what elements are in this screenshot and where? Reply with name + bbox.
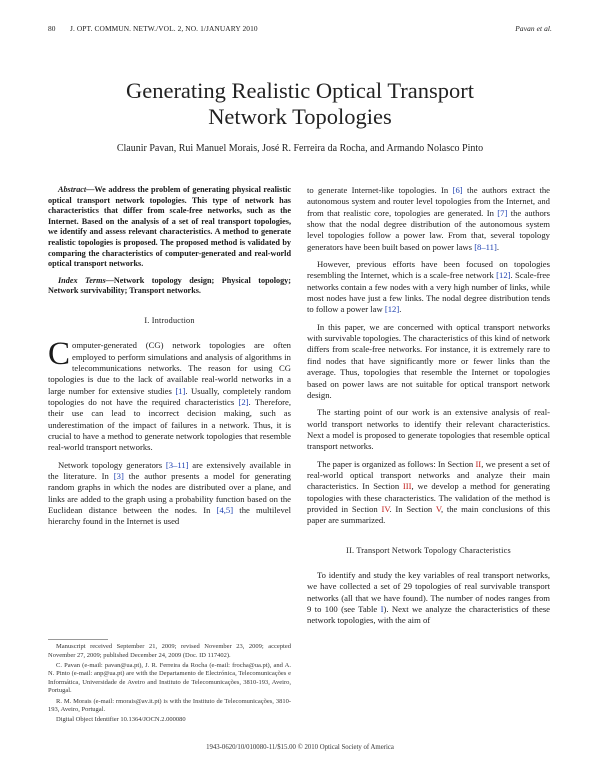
abstract-label: Abstract— [58,185,95,194]
section-heading-introduction: I. Introduction [144,315,195,325]
section-heading-characteristics: II. Transport Network Topology Characteristics [346,545,511,555]
right-column [307,185,550,633]
text-run: are extensively available in the literature. In [48,459,291,482]
text-run: . Therefore, their use can lead to incorrect decision making, such as underestimation of the impact of failures in a network. Thus, it is crucial to have a method to generate network topologies that resemble real-world transport networks. [48,397,291,453]
authors-short: Pavan et al. [515,24,552,33]
text-run: The paper is organized as follows: In Section [317,458,476,469]
page-footer: 1943-0620/10/010080-11/$15.00 © 2010 Optical Society of America [206,744,394,751]
table-link[interactable]: I [380,604,384,614]
citation-link[interactable]: [2] [238,397,249,407]
text-run: ). Next we analyze the characteristics of these network topologies, with the aim of [307,604,551,626]
body-paragraph-2 [307,259,550,316]
text-run: . Usually, completely random topologies do not have the required characteristics [48,385,292,407]
text-run: the author presents a model for generating random graphs in which the nodes are distributed over a plane, and links are added to the graph using a probability function based on the Euclidean distance between the nodes. In [48,471,291,516]
author-list: Claunir Pavan, Rui Manuel Morais, José R. Ferreira da Rocha, and Armando Nolasco Pinto [116,143,484,154]
citation-link[interactable]: [4,5] [216,505,234,516]
footnote-manuscript: Manuscript received September 21, 2009; revised November 23, 2009; accepted November 27, 2009; published December 24, 2009 (Doc. ID 117402). [48,643,291,659]
text-run: To identify and study the key variables of real transport networks, we have collected a set of 29 topologies of real survivable transport networks (all that we have found). The number of nodes ranges from 9 to 100 (see Table [307,569,550,614]
section-link[interactable]: V [435,503,441,514]
body-paragraph-5 [307,459,550,527]
running-header [48,24,552,36]
text-run: Network topology generators [58,459,166,470]
text-run: , we develop a method for generating topologies with these characteristics. The validation of the method is provided in Section [307,481,550,514]
index-terms-label: Index Terms— [58,275,114,285]
page-number: 80 [48,24,56,33]
section-link[interactable]: II [475,458,482,469]
abstract-text: We address the problem of generating physical realistic optical transport network topologies. This type of network has characteristics that differ from scale-free networks, such as the Internet. Based on the analysis of a set of real transport topologies, we identify and assess relevant characteristics. A method to generate realistic topologies is proposed. The proposed method is validated by comparing the characteristics of computer-generated and real-world optical transport networks. [48,185,291,269]
index-terms [48,276,291,297]
citation-link[interactable]: [12] [496,270,511,281]
abstract [48,185,291,270]
text-run: to generate Internet-like topologies. In [307,185,453,195]
footnote-doi: Digital Object Identifier 10.1364/JOCN.2.000080 [56,716,186,724]
intro-paragraph-1 [48,336,292,453]
text-run: the multilevel hierarchy found in the Internet is used [48,505,291,527]
body-paragraph-6 [307,570,550,627]
footnotes [48,643,291,726]
text-run: . In Section [389,503,436,514]
text-run: . Scale-free networks contain a few nodes with a very high number of links, while most nodes have just a few links. The nodal degree distribution tends to follow a power law [307,270,550,315]
paper-title [0,78,600,130]
intro-paragraph-2 [48,460,291,528]
body-paragraph-4: The starting point of our work is an extensive analysis of real-world transport networks to identify their relevant characteristics. Next a model is proposed to generate topologies that resemble optical transport networks. [307,407,550,452]
citation-link[interactable]: [6] [452,185,463,195]
journal-citation: J. OPT. COMMUN. NETW./VOL. 2, NO. 1/JANUARY 2010 [70,24,258,33]
text-run: omputer-generated (CG) network topologies are often employed to perform simulations and analysis of algorithms in telecommunications networks. The reason for using CG topologies is due to the lack of available real-world networks in a large number for extensive studies [48,340,291,396]
section-link[interactable]: III [402,481,412,492]
text-run: However, previous efforts have been focused on topologies resembling the Internet, which is a scale-free network [307,259,550,281]
citation-link[interactable]: [3–11] [165,459,189,470]
title-line-2: Network Topologies [208,104,392,129]
footnote-affiliation-2: R. M. Morais (e-mail: rmorais@av.it.pt) is with the Instituto de Telecomunicações, 3810-193, Aveiro, Portugal. [48,697,291,714]
citation-link[interactable]: [1] [175,385,186,396]
title-line-1: Generating Realistic Optical Transport [125,78,475,103]
text-run: the authors show that the nodal degree distribution of the autonomous system level topologies follow a power law. From that, several topology generators have been built based on power laws [307,207,550,252]
text-run: the authors extract the autonomous system and router level topologies from the Internet, and from that realistic core, topologies are generated. In [307,185,550,218]
citation-link[interactable]: [7] [497,207,508,218]
text-run: , the main conclusions of this paper are summarized. [307,503,550,526]
section-link[interactable]: IV [381,503,390,514]
citation-link[interactable]: [3] [113,471,124,482]
text-run: , we present a set of real-world optical transport networks and analyze their main characteristics. In Section [307,458,550,492]
footnote-affiliation-1: C. Pavan (e-mail: pavan@ua.pt), J. R. Ferreira da Rocha (e-mail: frocha@ua.pt), and A. N. Pinto (e-mail: anp@ua.pt) are with the Departamento de Electrónica, Telecomunicações e Informática, Universidade de Aveiro and Instituto de Telecomunicações, 3810-193, Aveiro, Portugal. [48,661,291,695]
citation-link[interactable]: [8–11] [474,241,497,252]
body-paragraph-1 [307,185,550,253]
left-column [48,185,291,534]
drop-cap: C [48,336,71,373]
text-run: . [399,304,402,315]
text-run: . [496,241,500,252]
footnote-rule [48,639,108,640]
body-paragraph-3: In this paper, we are concerned with optical transport networks with survivable topologies. The characteristics of this kind of network differs from scale-free networks. For instance, it is extremely rare to find nodes that have significantly more or fewer links than the average. Thus, topologies that resemble the Internet or topologies based on power laws are not suitable for optical transport network design. [307,321,550,400]
index-terms-text: Network topology design; Physical topology; Network survivability; Transport networks. [48,275,292,296]
citation-link[interactable]: [12] [384,304,400,315]
